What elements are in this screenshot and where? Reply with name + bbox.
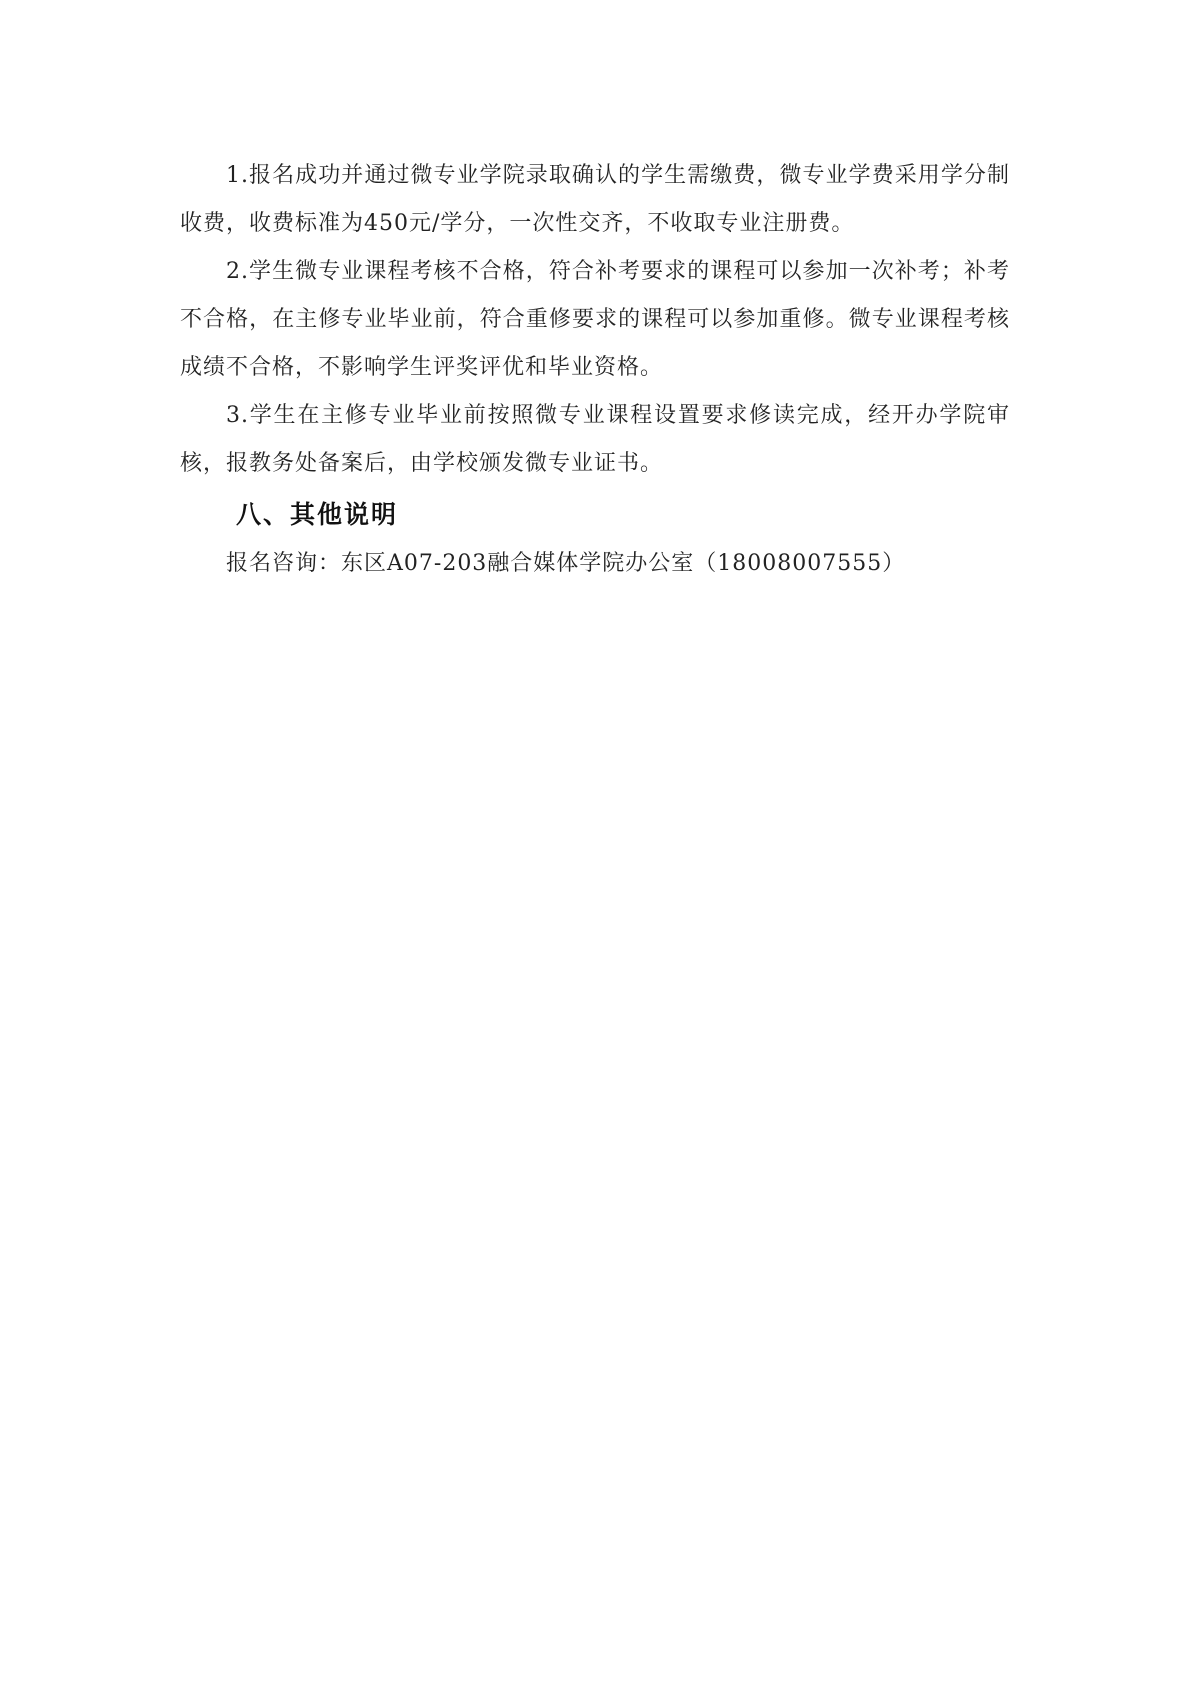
exam-paragraph: 2.学生微专业课程考核不合格，符合补考要求的课程可以参加一次补考；补考不合格，在主修专业毕业前，符合重修要求的课程可以参加重修。微专业课程考核成绩不合格，不影响学生评奖评优和毕业资格。 <box>180 259 1010 380</box>
document-body <box>180 152 1010 588</box>
contact-line: 报名咨询：东区A07-203融合媒体学院办公室（18008007555） <box>226 551 906 576</box>
fee-paragraph: 1.报名成功并通过微专业学院录取确认的学生需缴费，微专业学费采用学分制收费，收费标准为450元/学分，一次性交齐，不收取专业注册费。 <box>180 163 1010 236</box>
certificate-paragraph: 3.学生在主修专业毕业前按照微专业课程设置要求修读完成，经开办学院审核，报教务处备案后，由学校颁发微专业证书。 <box>180 403 1010 476</box>
section-heading: 八、其他说明 <box>236 500 399 529</box>
